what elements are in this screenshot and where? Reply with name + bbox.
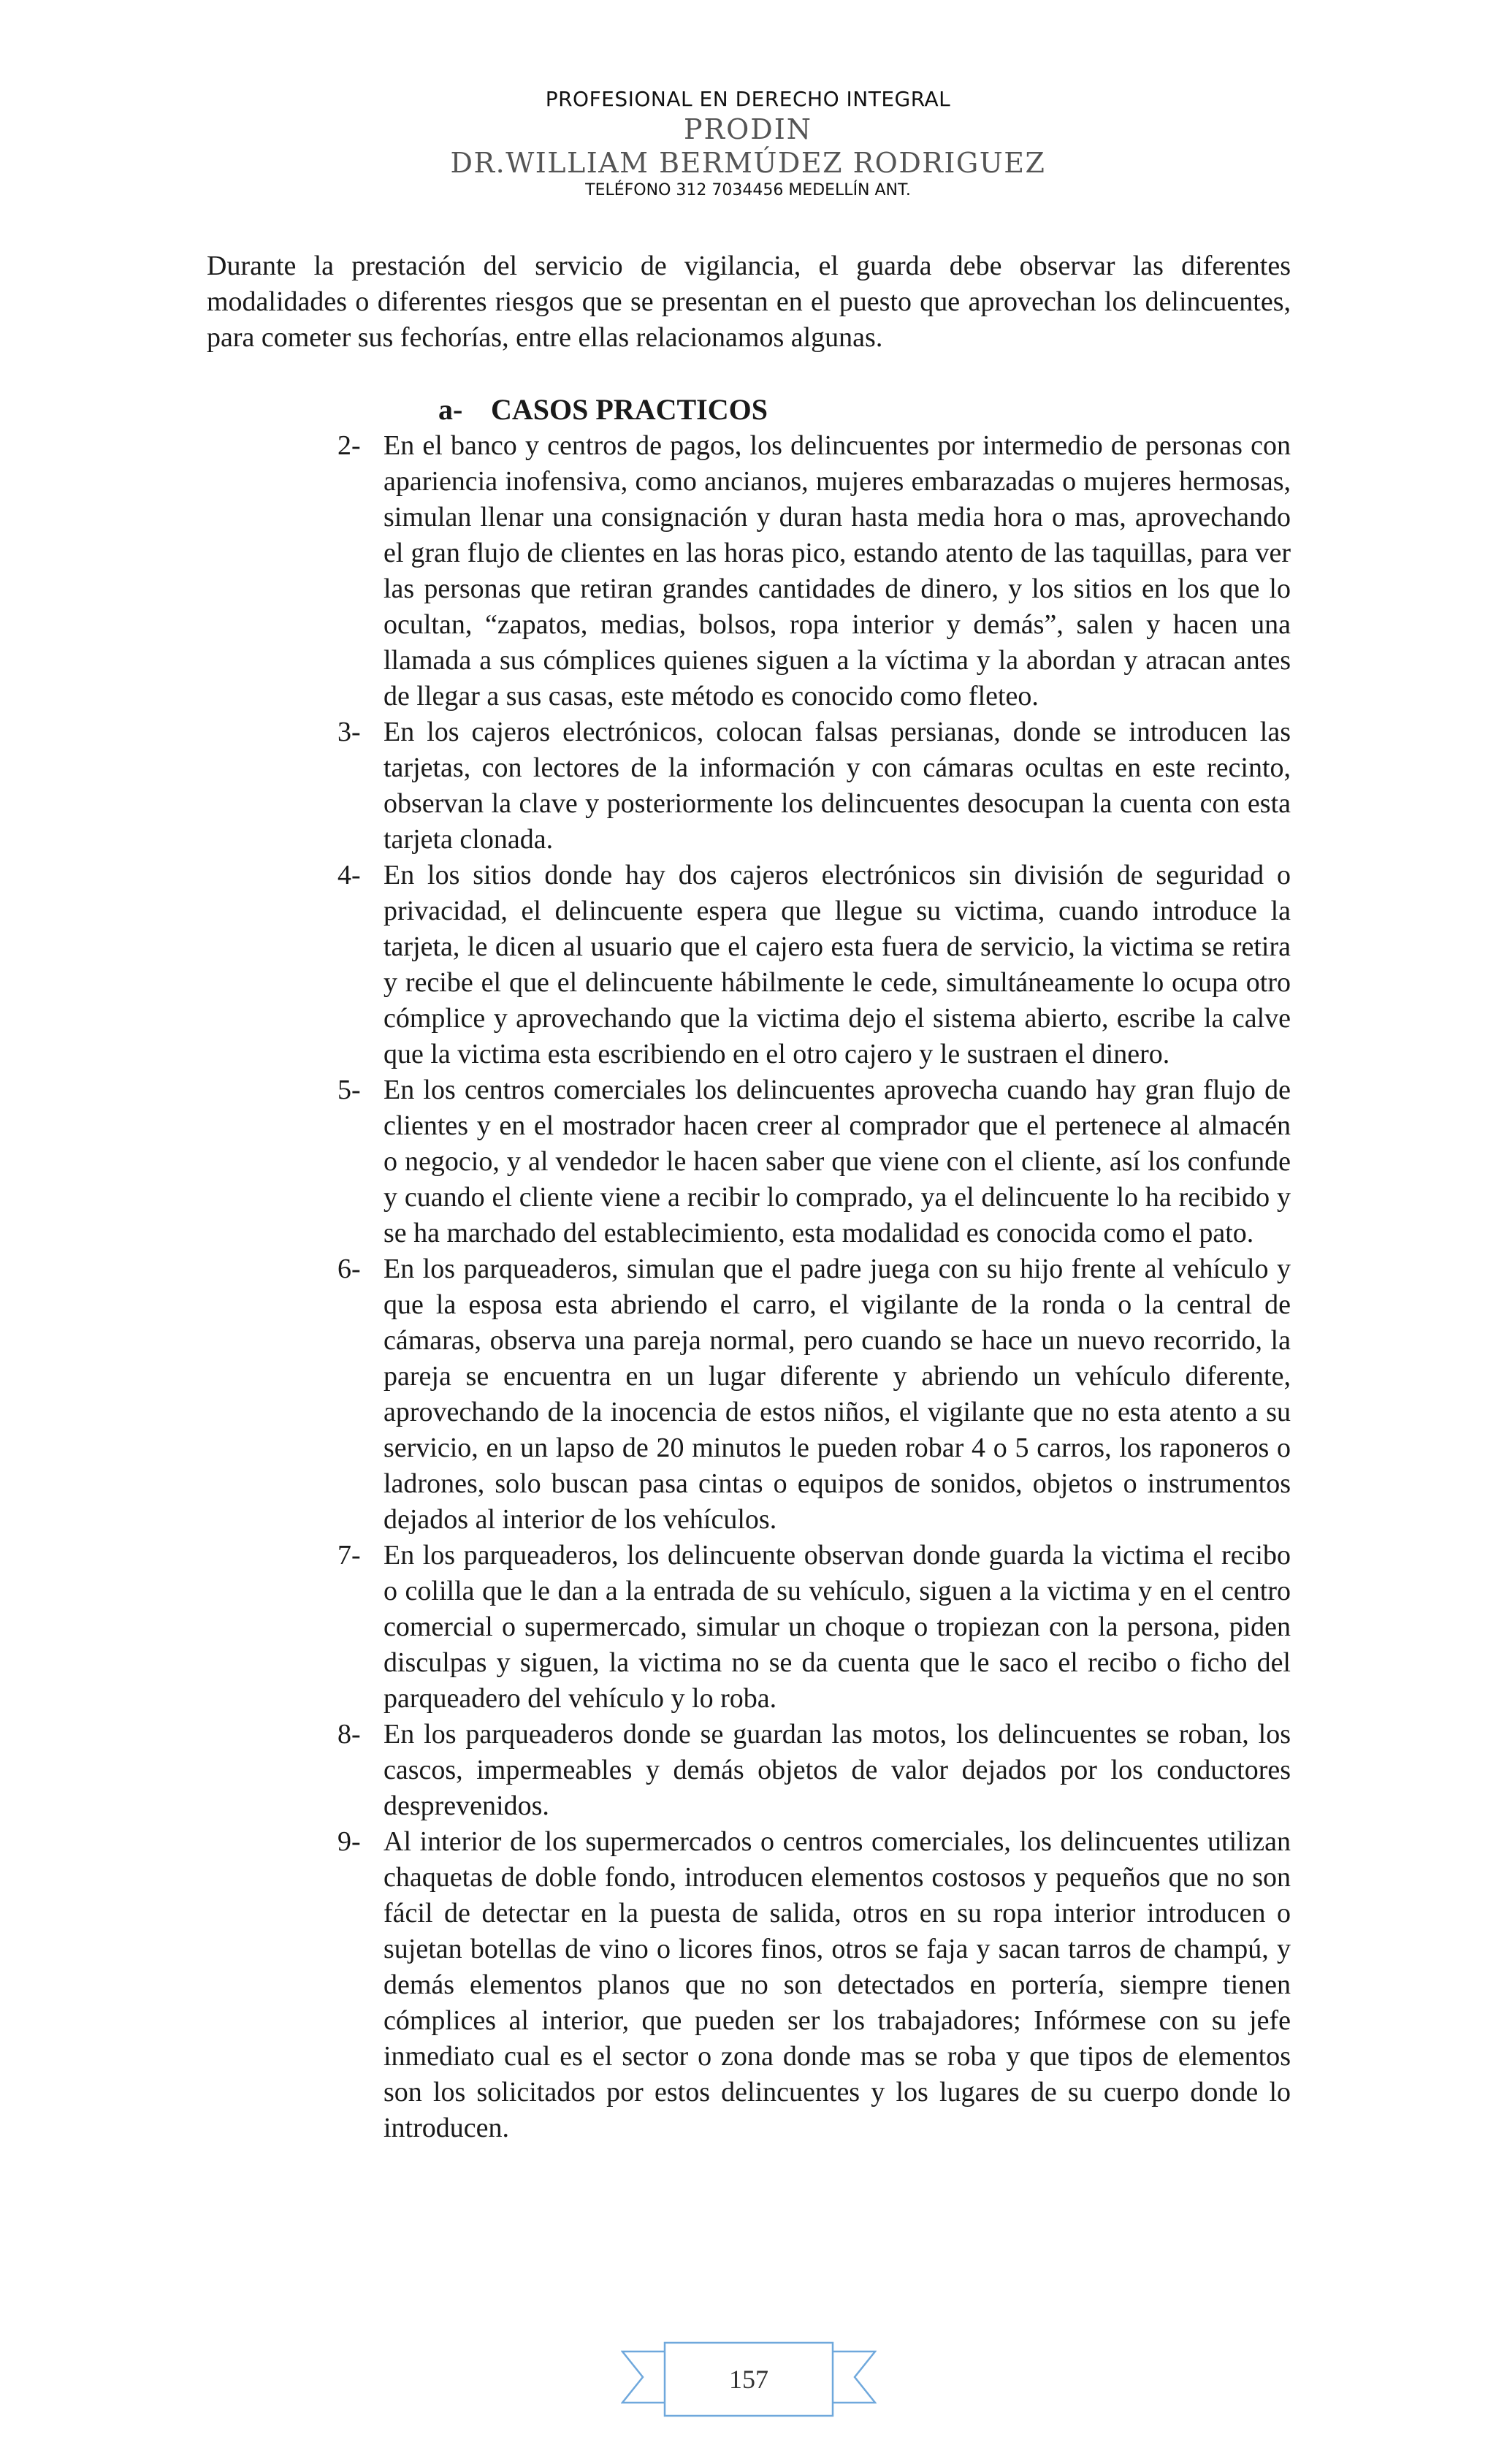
cases-list — [336, 428, 1291, 2146]
list-item — [336, 1538, 1291, 1717]
list-item — [336, 1251, 1291, 1538]
page-header — [0, 86, 1496, 202]
header-brand: PRODIN — [683, 113, 813, 145]
list-item — [336, 1717, 1291, 1824]
section-heading — [438, 392, 768, 428]
item-text: En el banco y centros de pagos, los delincuentes por intermedio de personas con apariencia inofensiva, como ancianos, mujeres embarazadas o mujeres hermosas, simulan llenar una consignación y duran hasta media hora o mas, aprovechando el gran flujo de clientes en las horas pico, estando atento de las taquillas, para ver las personas que retiran grandes cantidades de dinero, y los sitios en los que lo ocultan, “zapatos, medias, bolsos, ropa interior y demás”, salen y hacen una llamada a sus cómplices quienes siguen a la víctima y la abordan y atracan antes de llegar a sus casas, este método es conocido como fleteo. — [383, 430, 1291, 712]
item-number: 7- — [337, 1540, 361, 1571]
item-number: 3- — [337, 717, 361, 747]
page-number-banner — [621, 2335, 877, 2423]
list-item — [336, 714, 1291, 858]
list-item — [336, 1824, 1291, 2146]
item-text: En los parqueaderos donde se guardan las motos, los delincuentes se roban, los cascos, impermeables y demás objetos de valor dejados por los conductores desprevenidos. — [383, 1719, 1291, 1821]
section-marker: a- — [438, 393, 463, 426]
page-number: 157 — [729, 2365, 768, 2394]
item-text: En los centros comerciales los delincuentes aprovecha cuando hay gran flujo de clientes y en el mostrador hacen creer al comprador que el pertenece al almacén o negocio, y al vendedor le hacen saber que viene con el cliente, así los confunde y cuando el cliente viene a recibir lo comprado, ya el delincuente lo ha recibido y se ha marchado del establecimiento, esta modalidad es conocida como el pato. — [383, 1075, 1291, 1248]
item-number: 4- — [337, 860, 361, 890]
item-number: 2- — [337, 430, 361, 461]
item-text: En los parqueaderos, los delincuente observan donde guarda la victima el recibo o colilla que le dan a la entrada de su vehículo, siguen a la victima y en el centro comercial o supermercado, simular un choque o tropiezan con la persona, piden disculpas y siguen, la victima no se da cuenta que le saco el recibo o ficho del parqueadero del vehículo y lo roba. — [383, 1540, 1291, 1714]
list-item — [336, 428, 1291, 714]
header-contact: TELÉFONO 312 7034456 MEDELLÍN ANT. — [585, 181, 911, 199]
section-title-text: CASOS PRACTICOS — [491, 393, 768, 426]
item-number: 6- — [337, 1254, 361, 1284]
item-text: En los cajeros electrónicos, colocan falsas persianas, donde se introducen las tarjetas, con lectores de la información y con cámaras ocultas en este recinto, observan la clave y posteriormente los delincuentes desocupan la cuenta con esta tarjeta clonada. — [383, 717, 1291, 855]
header-title: PROFESIONAL EN DERECHO INTEGRAL — [545, 87, 951, 111]
item-text: Al interior de los supermercados o centros comerciales, los delincuentes utilizan chaquetas de doble fondo, introducen elementos costosos y pequeños que no son fácil de detectar en la puesta de salida, otros en su ropa interior introducen o sujetan botellas de vino o licores finos, otros se faja y sacan tarros de champú, y demás elementos planos que no son detectados en portería, siempre tienen cómplices al interior, que pueden ser los trabajadores; Infórmese con su jefe inmediato cual es el sector o zona donde mas se roba y que tipos de elementos son los solicitados por estos delincuentes y los lugares de su cuerpo donde lo introducen. — [383, 1826, 1291, 2143]
list-item — [336, 858, 1291, 1072]
intro-paragraph: Durante la prestación del servicio de vigilancia, el guarda debe observar las diferentes modalidades o diferentes riesgos que se presentan en el puesto que aprovechan los delincuentes, para cometer sus fechorías, entre ellas relacionamos algunas. — [207, 251, 1291, 353]
item-text: En los sitios donde hay dos cajeros electrónicos sin división de seguridad o privacidad, el delincuente espera que llegue su victima, cuando introduce la tarjeta, le dicen al usuario que el cajero esta fuera de servicio, la victima se retira y recibe el que el delincuente hábilmente le cede, simultáneamente lo ocupa otro cómplice y aprovechando que la victima dejo el sistema abierto, escribe la calve que la victima esta escribiendo en el otro cajero y le sustraen el dinero. — [383, 860, 1291, 1069]
item-number: 8- — [337, 1719, 361, 1750]
item-number: 9- — [337, 1826, 361, 1857]
item-number: 5- — [337, 1075, 361, 1105]
header-author: DR.WILLIAM BERMÚDEZ RODRIGUEZ — [450, 147, 1046, 179]
item-text: En los parqueaderos, simulan que el padre juega con su hijo frente al vehículo y que la esposa esta abriendo el carro, el vigilante de la ronda o la central de cámaras, observa una pareja normal, pero cuando se hace un nuevo recorrido, la pareja se encuentra en un lugar diferente y abriendo un vehículo diferente, aprovechando de la inocencia de estos niños, el vigilante que no esta atento a su servicio, en un lapso de 20 minutos le pueden robar 4 o 5 carros, los raponeros o ladrones, solo buscan pasa cintas o equipos de sonidos, objetos o instrumentos dejados al interior de los vehículos. — [383, 1254, 1291, 1535]
list-item — [336, 1072, 1291, 1251]
